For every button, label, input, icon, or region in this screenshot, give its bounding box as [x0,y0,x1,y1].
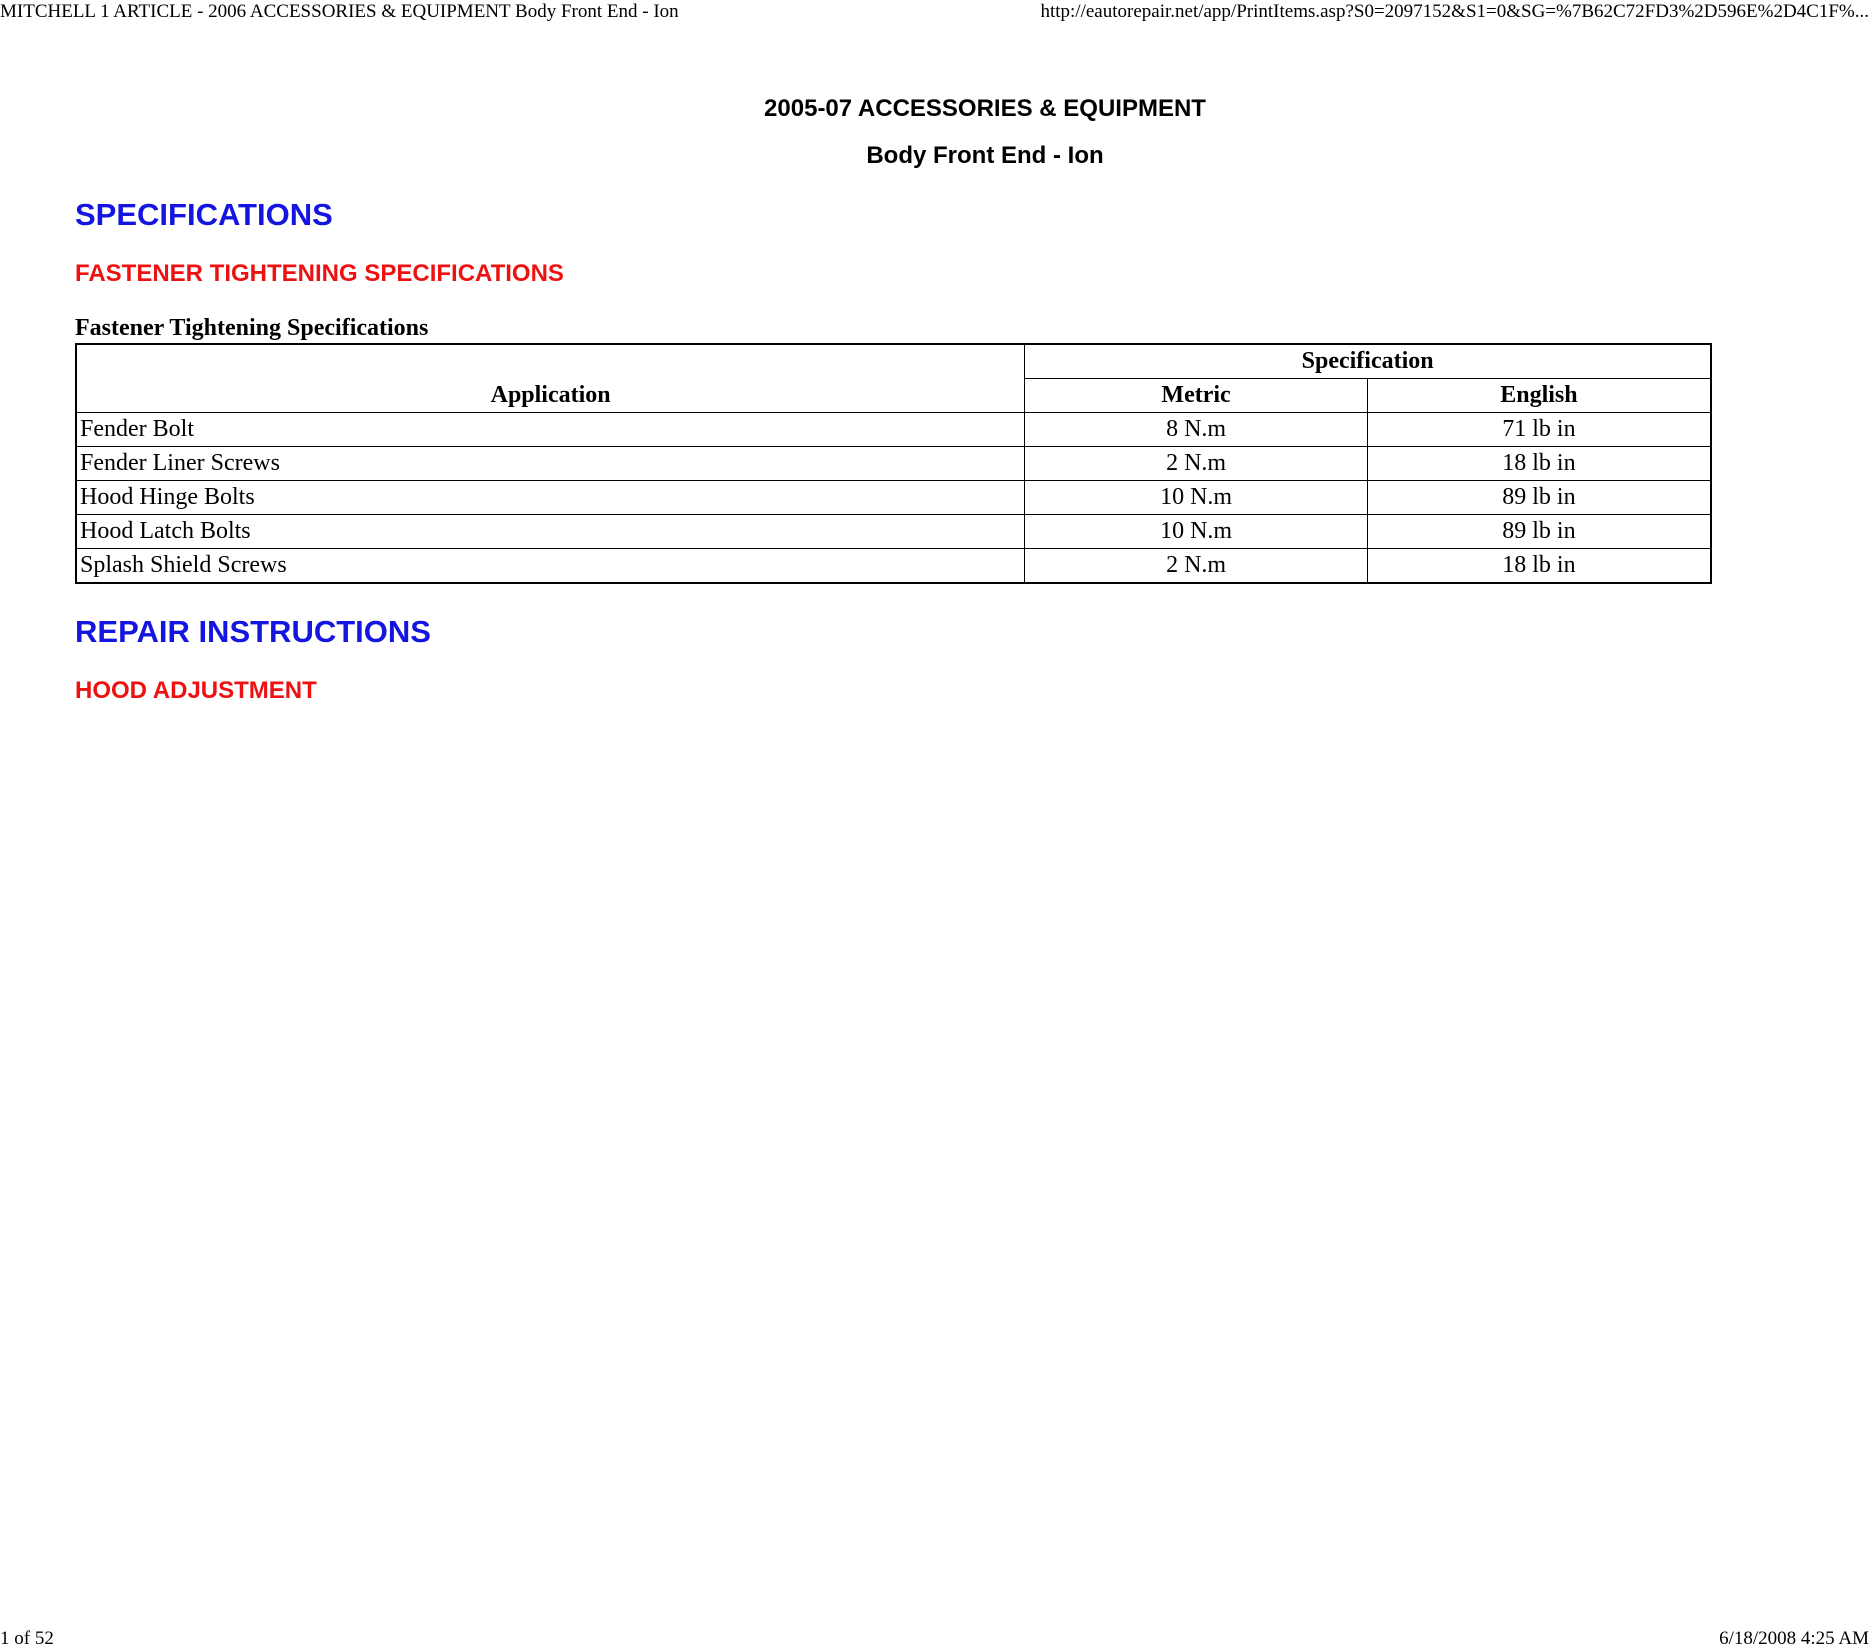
document-subtitle: Body Front End - Ion [866,142,1104,169]
cell-application: Splash Shield Screws [76,549,1025,584]
subheading-hood-adjustment: HOOD ADJUSTMENT [75,677,317,704]
document-title: 2005-07 ACCESSORIES & EQUIPMENT [764,95,1206,122]
column-header-application: Application [76,344,1025,413]
print-header-url: http://eautorepair.net/app/PrintItems.asp?S0=2097152&S1=0&SG=%7B62C72FD3%2D596E%2D4C1F%... [1040,1,1869,22]
cell-english: 89 lb in [1367,481,1711,515]
cell-application: Hood Latch Bolts [76,515,1025,549]
table-row [76,413,1711,447]
table-row [76,481,1711,515]
cell-english: 18 lb in [1367,447,1711,481]
print-timestamp: 6/18/2008 4:25 AM [1719,1628,1869,1649]
cell-application: Fender Bolt [76,413,1025,447]
table-row [76,515,1711,549]
cell-metric: 10 N.m [1025,515,1368,549]
fastener-spec-table [75,343,1712,584]
table-caption: Fastener Tightening Specifications [75,315,429,341]
column-header-specification: Specification [1025,344,1711,379]
print-header-title: MITCHELL 1 ARTICLE - 2006 ACCESSORIES & EQUIPMENT Body Front End - Ion [0,1,679,22]
table-row [76,549,1711,584]
cell-metric: 2 N.m [1025,549,1368,584]
column-header-metric: Metric [1025,379,1368,413]
page-counter: 1 of 52 [0,1628,54,1649]
column-header-english: English [1367,379,1711,413]
cell-application: Fender Liner Screws [76,447,1025,481]
cell-metric: 8 N.m [1025,413,1368,447]
section-heading-specifications: SPECIFICATIONS [75,197,333,232]
subheading-fastener-tightening: FASTENER TIGHTENING SPECIFICATIONS [75,260,564,287]
table-row [76,447,1711,481]
cell-english: 89 lb in [1367,515,1711,549]
cell-application: Hood Hinge Bolts [76,481,1025,515]
cell-metric: 10 N.m [1025,481,1368,515]
cell-metric: 2 N.m [1025,447,1368,481]
cell-english: 71 lb in [1367,413,1711,447]
section-heading-repair-instructions: REPAIR INSTRUCTIONS [75,614,431,649]
cell-english: 18 lb in [1367,549,1711,584]
